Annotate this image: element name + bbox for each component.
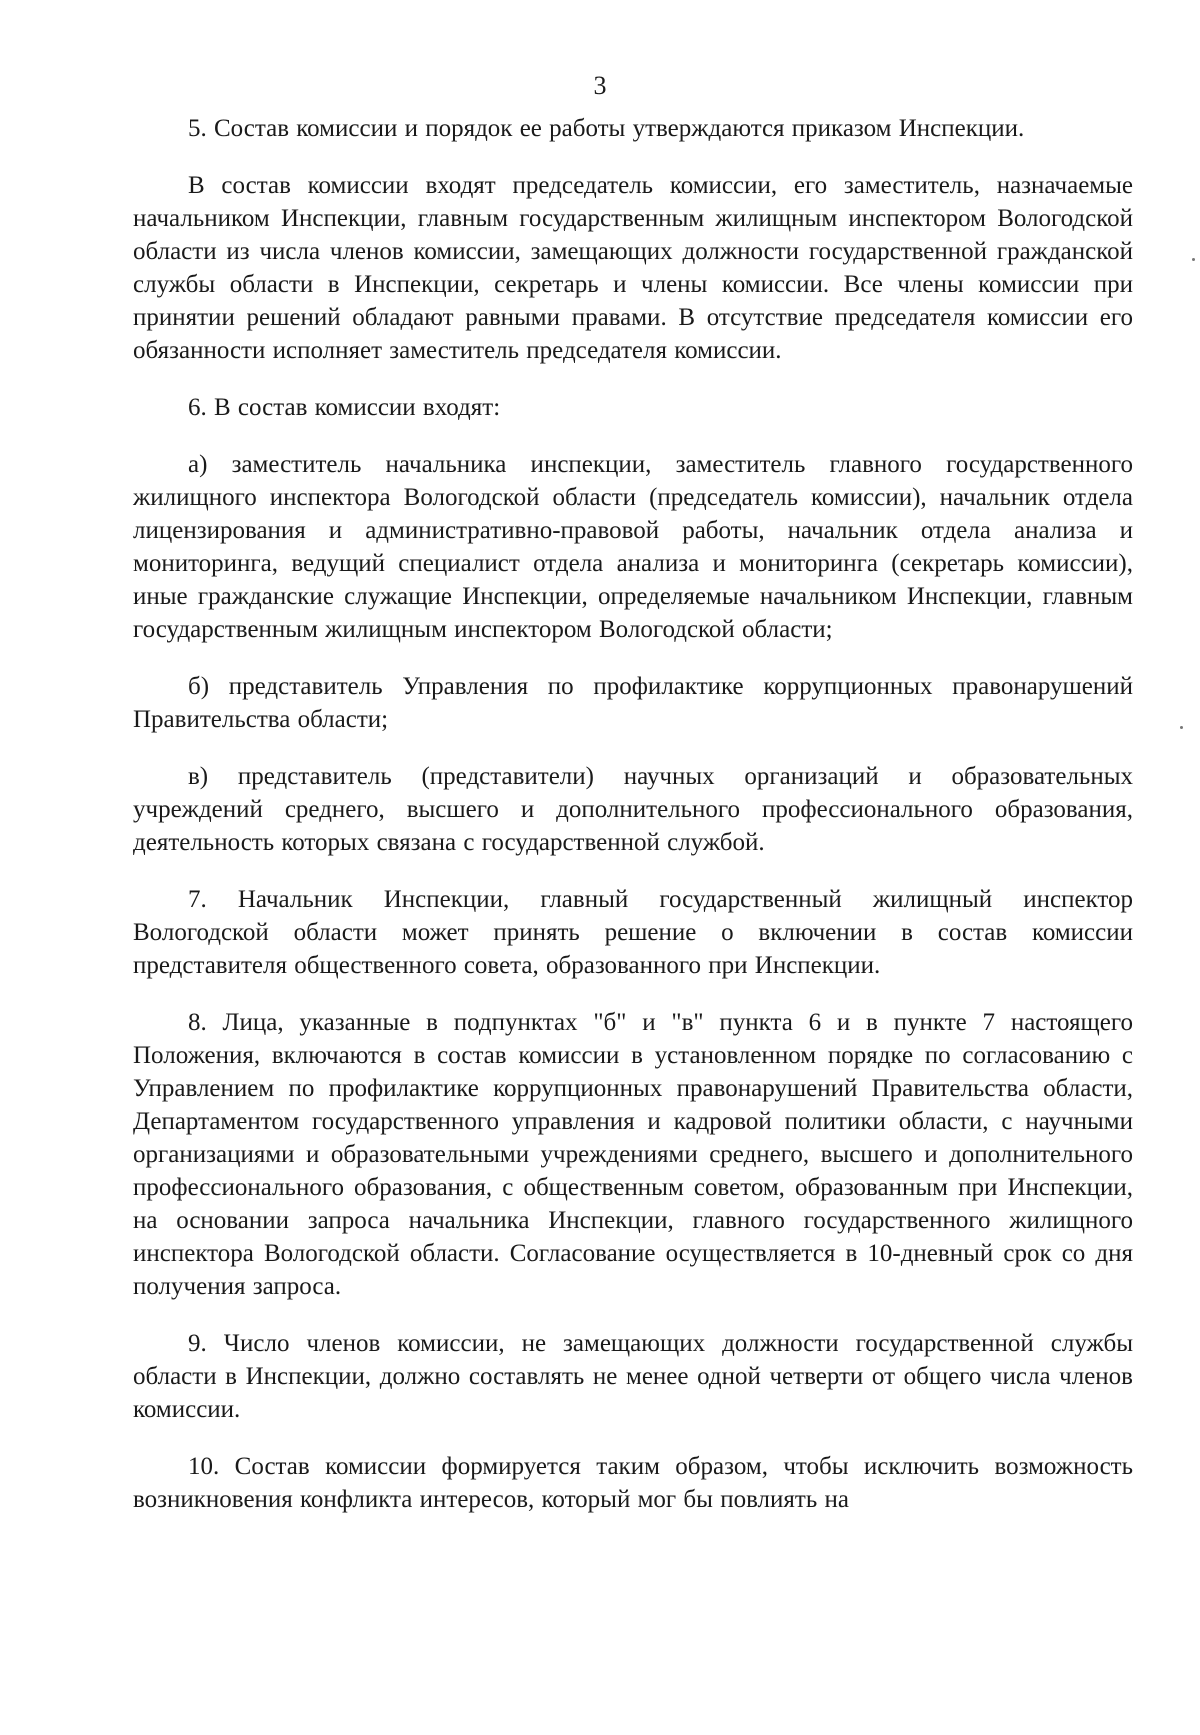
document-body xyxy=(133,112,1133,1540)
paragraph-6-v: в) представитель (представители) научных организаций и образовательных учреждений среднего, высшего и дополнительного профессионального образования, деятельность которых связана с государственной службой. xyxy=(133,763,1133,856)
scan-speck xyxy=(1192,258,1195,261)
paragraph-6: 6. В состав комиссии входят: xyxy=(188,394,501,421)
paragraph-9: 9. Число членов комиссии, не замещающих должности государственной службы области в Инспекции, должно составлять не менее одной четверти от общего числа членов комиссии. xyxy=(133,1330,1133,1423)
paragraph-6-b: б) представитель Управления по профилактике коррупционных правонарушений Правительства области; xyxy=(133,673,1133,733)
paragraph-8: 8. Лица, указанные в подпунктах "б" и "в" пункта 6 и в пункте 7 настоящего Положения, включаются в состав комиссии в установленном порядке по согласованию с Управлением по профилактике коррупционных правонарушений Правительства области, Департаментом государственного управления и кадровой политики области, с научными организациями и образовательными учреждениями среднего, высшего и дополнительного профессионального образования, с общественным советом, образованным при Инспекции, на основании запроса начальника Инспекции, главного государственного жилищного инспектора Вологодской области. Согласование осуществляется в 10-дневный срок со дня получения запроса. xyxy=(133,1009,1133,1300)
paragraph-10: 10. Состав комиссии формируется таким образом, чтобы исключить возможность возникновения конфликта интересов, который мог бы повлиять на xyxy=(133,1453,1133,1513)
paragraph-5: 5. Состав комиссии и порядок ее работы утверждаются приказом Инспекции. xyxy=(188,115,1025,142)
paragraph-5-composition: В состав комиссии входят председатель комиссии, его заместитель, назначаемые начальником Инспекции, главным государственным жилищным инспектором Вологодской области из числа членов комиссии, замещающих должности государственной гражданской службы области в Инспекции, секретарь и члены комиссии. Все члены комиссии при принятии решений обладают равными правами. В отсутствие председателя комиссии его обязанности исполняет заместитель председателя комиссии. xyxy=(133,172,1133,364)
scan-speck xyxy=(1180,726,1183,729)
paragraph-6-a: а) заместитель начальника инспекции, заместитель главного государственного жилищного инспектора Вологодской области (председатель комиссии), начальник отдела лицензирования и административно-правовой работы, начальник отдела анализа и мониторинга, ведущий специалист отдела анализа и мониторинга (секретарь комиссии), иные гражданские служащие Инспекции, определяемые начальником Инспекции, главным государственным жилищным инспектором Вологодской области; xyxy=(133,451,1133,643)
paragraph-7: 7. Начальник Инспекции, главный государственный жилищный инспектор Вологодской области может принять решение о включении в состав комиссии представителя общественного совета, образованного при Инспекции. xyxy=(133,886,1133,979)
page-number: 3 xyxy=(593,71,607,100)
